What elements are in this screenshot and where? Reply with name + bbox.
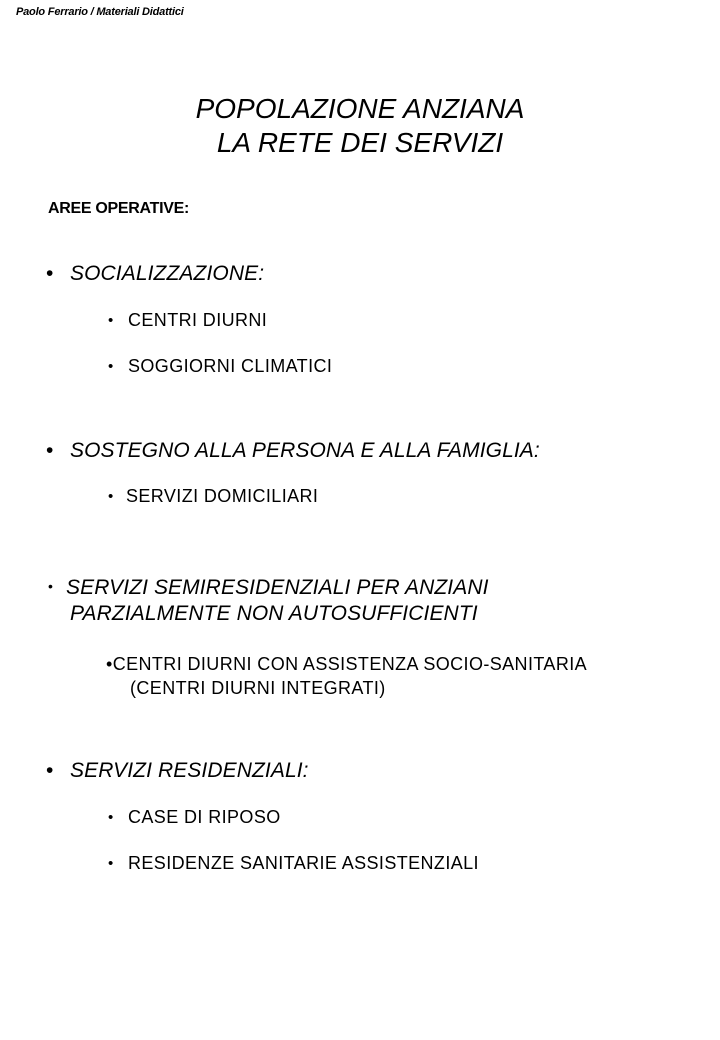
section-label: SERVIZI SEMIRESIDENZIALI PER ANZIANI: [66, 576, 489, 599]
bullet-icon: •: [108, 358, 114, 375]
list-item-label: CASE DI RIPOSO: [128, 807, 281, 827]
list-item-label: CENTRI DIURNI CON ASSISTENZA SOCIO-SANITARIA: [112, 654, 588, 674]
bullet-icon: •: [46, 759, 54, 782]
header-note: Paolo Ferrario / Materiali Didattici: [16, 6, 184, 18]
list-item: [108, 851, 479, 876]
list-item-label: SOGGIORNI CLIMATICI: [128, 356, 333, 376]
list-item: [108, 308, 267, 333]
list-item-label: SERVIZI DOMICILIARI: [126, 486, 319, 506]
list-item: [108, 354, 332, 379]
list-item: [108, 805, 281, 830]
bullet-icon: •: [46, 262, 54, 285]
section-label: SERVIZI RESIDENZIALI:: [70, 759, 309, 782]
list-item-label: RESIDENZE SANITARIE ASSISTENZIALI: [128, 853, 479, 873]
list-item: [106, 652, 587, 700]
bullet-icon: •: [108, 488, 114, 505]
section-label: SOSTEGNO ALLA PERSONA E ALLA FAMIGLIA:: [70, 439, 540, 462]
page-title: [0, 92, 720, 160]
section-sostegno: [46, 438, 540, 464]
title-line-2: LA RETE DEI SERVIZI: [216, 127, 504, 158]
section-residenziali: [46, 758, 309, 784]
title-line-1: POPOLAZIONE ANZIANA: [195, 93, 525, 124]
section-semiresidenziali: [48, 573, 489, 627]
bullet-icon: •: [108, 855, 114, 872]
bullet-icon: •: [108, 312, 114, 329]
list-item: [108, 484, 318, 509]
areas-label: AREE OPERATIVE:: [48, 200, 190, 217]
bullet-icon: •: [108, 809, 114, 826]
bullet-icon: •: [106, 654, 113, 674]
bullet-icon: •: [46, 439, 54, 462]
list-item-label: CENTRI DIURNI: [128, 310, 268, 330]
section-label-cont: PARZIALMENTE NON AUTOSUFFICIENTI: [70, 602, 478, 625]
list-item-cont: (CENTRI DIURNI INTEGRATI): [130, 678, 386, 698]
section-socializzazione: [46, 261, 264, 287]
bullet-icon: •: [48, 578, 54, 594]
section-label: SOCIALIZZAZIONE:: [70, 262, 265, 285]
